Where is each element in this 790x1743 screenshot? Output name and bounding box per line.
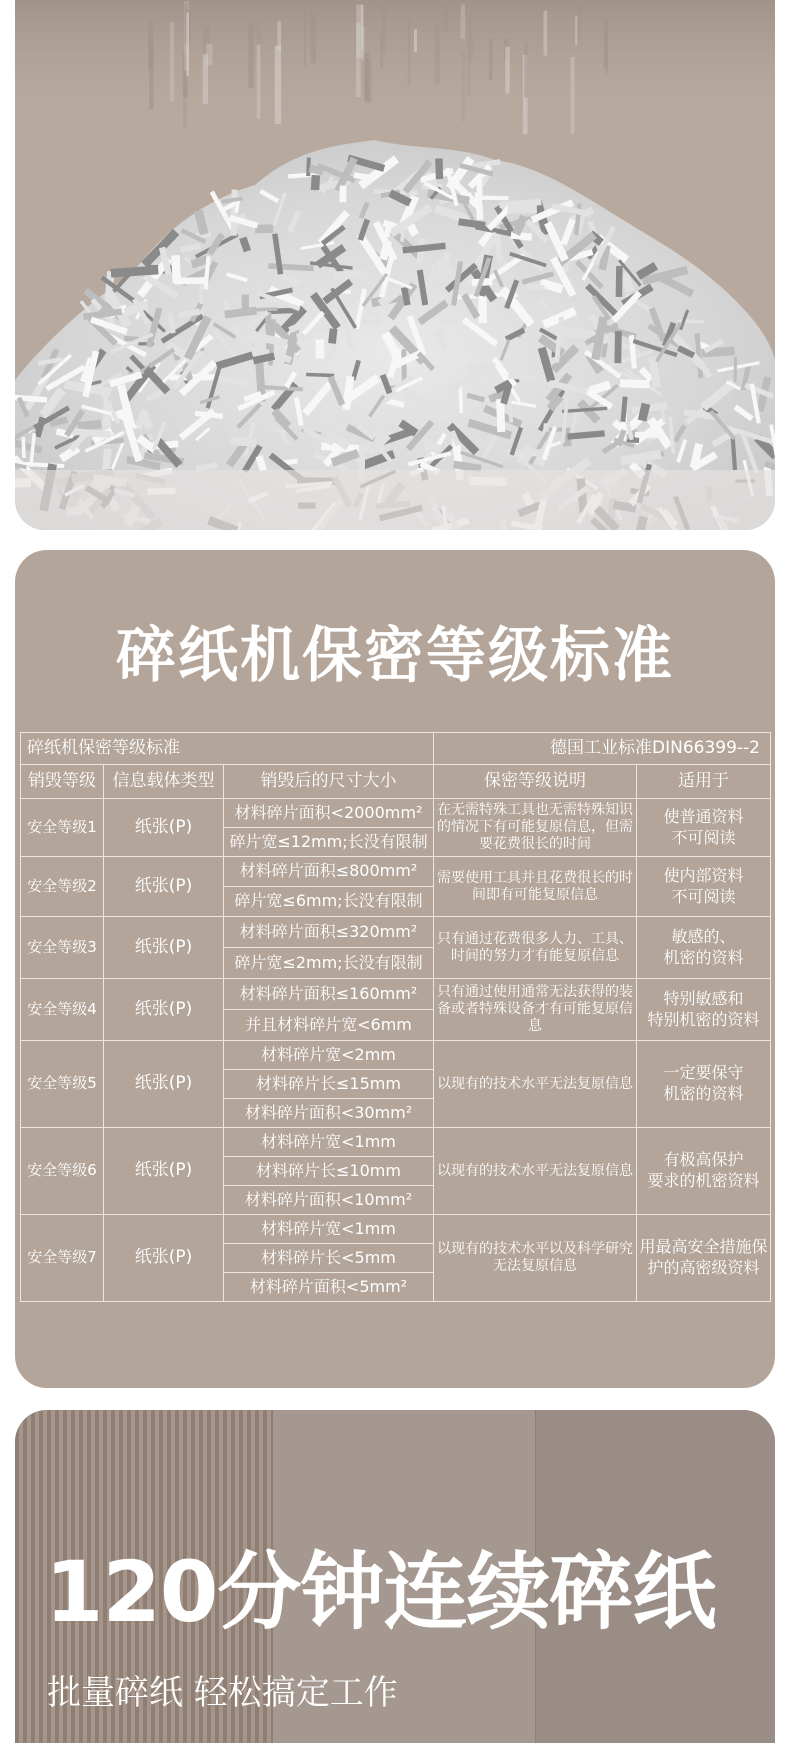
description-cell: 需要使用工具并且花费很长的时间即有可能复原信息 [434,857,637,917]
size-cell: 并且材料碎片宽<6mm [224,1010,434,1041]
use-line: 特别机密的资料 [647,1009,760,1029]
size-cell: 材料碎片宽<2mm [224,1041,434,1070]
carrier-cell: 纸张(P) [104,857,224,917]
table-standard: 德国工业标准DIN66399--2 [434,733,771,765]
level-cell: 安全等级6 [21,1128,104,1215]
size-cell: 材料碎片面积≤800mm² [224,857,434,887]
use-cell [637,1215,771,1302]
level-cell: 安全等级5 [21,1041,104,1128]
use-line: 敏感的、 [671,926,736,946]
banner-title: 120分钟连续碎纸 [45,1543,716,1641]
use-line: 不可阅读 [671,827,736,847]
carrier-cell: 纸张(P) [104,1041,224,1128]
carrier-cell: 纸张(P) [104,979,224,1041]
column-header: 保密等级说明 [434,765,637,799]
column-header: 销毁等级 [21,765,104,799]
table-row [21,979,771,1010]
size-cell: 材料碎片面积≤160mm² [224,979,434,1010]
use-line: 用最高安全措施保 [639,1237,768,1257]
description-cell: 只有通过花费很多人力、工具、时间的努力才有能复原信息 [434,917,637,979]
use-cell [637,1041,771,1128]
carrier-cell: 纸张(P) [104,799,224,857]
use-cell [637,1128,771,1215]
column-header: 销毁后的尺寸大小 [224,765,434,799]
shredded-paper-image [15,0,775,530]
size-cell: 材料碎片面积<30mm² [224,1099,434,1128]
table-header-row [21,765,771,799]
column-header: 信息载体类型 [104,765,224,799]
continuous-shredding-banner [15,1410,775,1743]
size-cell: 材料碎片宽<1mm [224,1128,434,1157]
use-line: 特别敏感和 [663,988,744,1008]
section-title: 碎纸机保密等级标准 [116,621,674,691]
size-cell: 材料碎片宽<1mm [224,1215,434,1244]
description-cell: 以现有的技术水平以及科学研究无法复原信息 [434,1215,637,1302]
table-caption: 碎纸机保密等级标准 [21,733,434,765]
table-caption-row [21,733,771,765]
level-cell: 安全等级3 [21,917,104,979]
size-cell: 碎片宽≤2mm;长没有限制 [224,948,434,979]
use-cell [637,917,771,979]
size-cell: 材料碎片面积<5mm² [224,1273,434,1302]
size-cell: 材料碎片长≤15mm [224,1070,434,1099]
size-cell: 材料碎片长≤10mm [224,1157,434,1186]
level-cell: 安全等级4 [21,979,104,1041]
size-cell: 材料碎片面积<10mm² [224,1186,434,1215]
carrier-cell: 纸张(P) [104,1128,224,1215]
table-row [21,799,771,828]
carrier-cell: 纸张(P) [104,917,224,979]
size-cell: 材料碎片面积<2000mm² [224,799,434,828]
use-cell [637,857,771,917]
security-level-table [20,732,771,1302]
level-cell: 安全等级1 [21,799,104,857]
description-cell: 在无需特殊工具也无需特殊知识的情况下有可能复原信息，但需要花费很长的时间 [434,799,637,857]
use-line: 机密的资料 [663,1084,744,1103]
level-cell: 安全等级7 [21,1215,104,1302]
use-line: 要求的机密资料 [647,1171,760,1190]
size-cell: 碎片宽≤12mm;长没有限制 [224,828,434,857]
size-cell: 材料碎片面积≤320mm² [224,917,434,948]
paper-pile-graphic [15,0,775,530]
security-standard-section [15,550,775,1388]
table-row [21,1128,771,1157]
carrier-cell: 纸张(P) [104,1215,224,1302]
description-cell: 只有通过使用通常无法获得的装备或者特殊设备才有可能复原信息 [434,979,637,1041]
use-line: 不可阅读 [671,886,736,906]
use-line: 一定要保守 [663,1063,744,1083]
size-cell: 碎片宽≤6mm;长没有限制 [224,887,434,917]
use-line: 有极高保护 [663,1150,744,1170]
use-line: 使普通资料 [663,806,744,826]
level-cell: 安全等级2 [21,857,104,917]
description-cell: 以现有的技术水平无法复原信息 [434,1041,637,1128]
use-cell [637,979,771,1041]
use-line: 护的高密级资料 [647,1258,760,1277]
table-row [21,857,771,887]
banner-subtitle: 批量碎纸 轻松搞定工作 [47,1673,398,1713]
column-header: 适用于 [637,765,771,799]
table-row [21,917,771,948]
table-row [21,1215,771,1244]
use-line: 机密的资料 [663,947,744,967]
use-cell [637,799,771,857]
use-line: 使内部资料 [663,865,744,885]
description-cell: 以现有的技术水平无法复原信息 [434,1128,637,1215]
size-cell: 材料碎片长<5mm [224,1244,434,1273]
table-row [21,1041,771,1070]
